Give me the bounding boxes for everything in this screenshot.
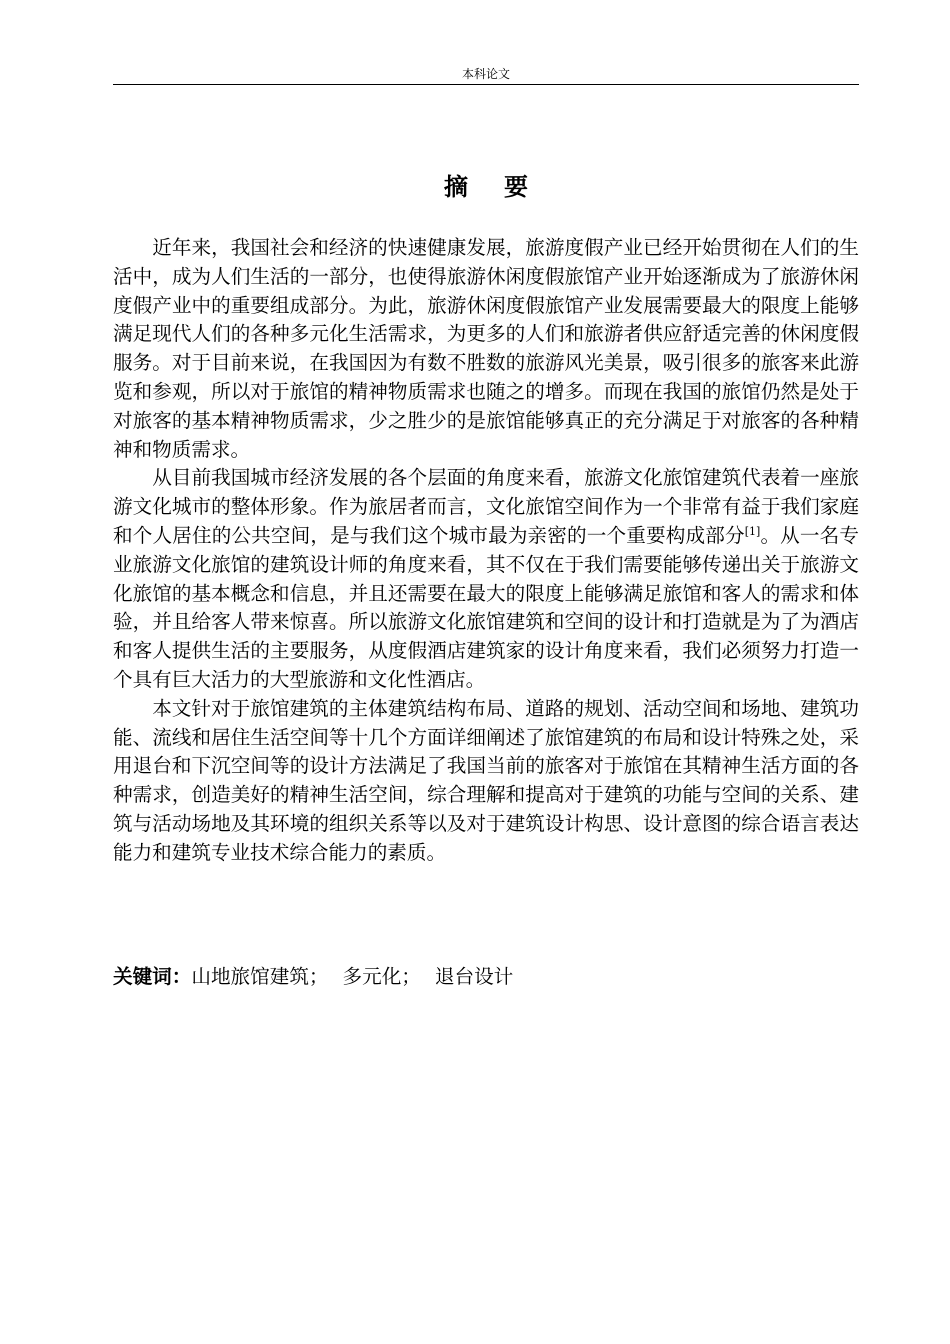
citation-ref-1[interactable]: [1] [744,524,761,538]
keyword-item: 多元化； [342,965,421,988]
keywords-line [113,963,859,991]
abstract-paragraph-1: 近年来，我国社会和经济的快速健康发展，旅游度假产业已经开始贯彻在人们的生活中，成为人们生活的一部分，也使得旅游休闲度假旅馆产业开始逐渐成为了旅游休闲度假产业中的重要组成部分。为此，旅游休闲度假旅馆产业发展需要最大的限度上能够满足现代人们的各种多元化生活需求，为更多的人们和旅游者供应舒适完善的休闲度假服务。对于目前来说，在我国因为有数不胜数的旅游风光美景，吸引很多的旅客来此游览和参观，所以对于旅馆的精神物质需求也随之的增多。而现在我国的旅馆仍然是处于对旅客的基本精神物质需求，少之胜少的是旅馆能够真正的充分满足于对旅客的各种精神和物质需求。 [113,236,859,461]
abstract-paragraph-2 [113,464,859,694]
keyword-item: 山地旅馆建筑； [191,965,329,988]
paragraph-2-text-before-ref: 从目前我国城市经济发展的各个层面的角度来看，旅游文化旅馆建筑代表着一座旅游文化城市的整体形象。作为旅居者而言，文化旅馆空间作为一个非常有益于我们家庭和个人居住的公共空间，是与我们这个城市最为亲密的一个重要构成部分 [113,466,859,547]
keywords-label: 关键词： [113,965,192,988]
abstract-paragraph-3: 本文针对于旅馆建筑的主体建筑结构布局、道路的规划、活动空间和场地、建筑功能、流线和居住生活空间等十几个方面详细阐述了旅馆建筑的布局和设计特殊之处，采用退台和下沉空间等的设计方法满足了我国当前的旅客对于旅馆在其精神生活方面的各种需求，创造美好的精神生活空间，综合理解和提高对于建筑的功能与空间的关系、建筑与活动场地及其环境的组织关系等以及对于建筑设计构思、设计意图的综合语言表达能力和建筑专业技术综合能力的素质。 [113,696,859,864]
paragraph-2-text-after-ref: 。从一名专业旅游文化旅馆的建筑设计师的角度来看，其不仅在于我们需要能够传递出关于旅游文化旅馆的基本概念和信息，并且还需要在最大的限度上能够满足旅馆和客人的需求和体验，并且给客人带来惊喜。所以旅游文化旅馆建筑和空间的设计和打造就是为了为酒店和客人提供生活的主要服务，从度假酒店建筑家的设计角度来看，我们必须努力打造一个具有巨大活力的大型旅游和文化性酒店。 [113,523,860,691]
abstract-title: 摘要 [444,173,564,201]
abstract-body [113,234,859,868]
running-header: 本科论文 [461,67,510,81]
header-rule [113,84,859,85]
keyword-item: 退台设计 [434,965,514,988]
